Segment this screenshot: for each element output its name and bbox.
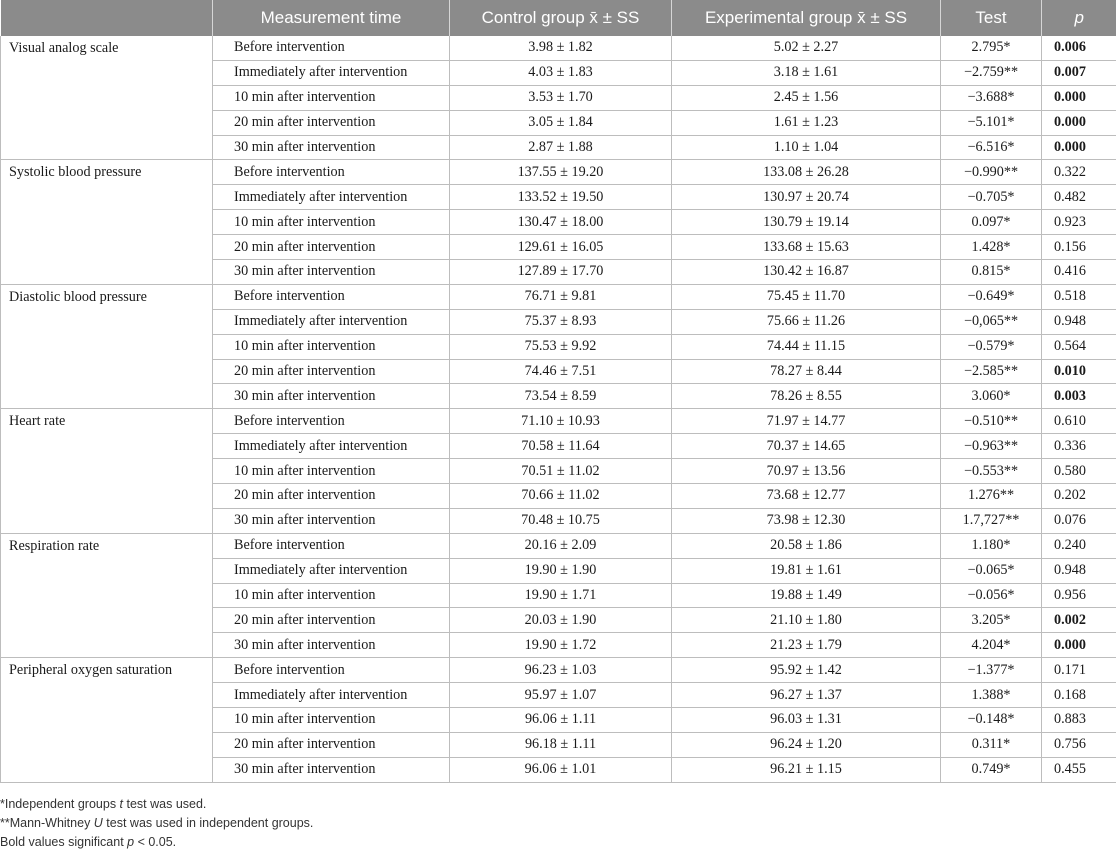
cell-p-value: 0.202 xyxy=(1042,484,1116,509)
cell-test-statistic: −5.101* xyxy=(941,110,1042,135)
footnote-mann-whitney: **Mann-Whitney U test was used in independent groups. xyxy=(0,816,314,830)
cell-p-value: 0.482 xyxy=(1042,185,1116,210)
cell-control-value: 73.54 ± 8.59 xyxy=(450,384,672,409)
cell-test-statistic: −1.377* xyxy=(941,658,1042,683)
cell-test-statistic: 1.428* xyxy=(941,235,1042,260)
cell-experimental-value: 130.97 ± 20.74 xyxy=(672,185,941,210)
cell-p-value: 0.518 xyxy=(1042,284,1116,309)
cell-test-statistic: −0.553** xyxy=(941,459,1042,484)
cell-measurement-time: Immediately after intervention xyxy=(213,683,450,708)
cell-p-value: 0.416 xyxy=(1042,260,1116,285)
cell-measurement-time: Immediately after intervention xyxy=(213,309,450,334)
cell-control-value: 127.89 ± 17.70 xyxy=(450,260,672,285)
cell-p-value: 0.156 xyxy=(1042,235,1116,260)
cell-experimental-value: 21.23 ± 1.79 xyxy=(672,633,941,658)
cell-control-value: 4.03 ± 1.83 xyxy=(450,60,672,85)
cell-measurement-time: 10 min after intervention xyxy=(213,85,450,110)
cell-experimental-value: 75.45 ± 11.70 xyxy=(672,284,941,309)
cell-test-statistic: −0,065** xyxy=(941,309,1042,334)
cell-variable-name: Heart rate xyxy=(1,409,213,533)
cell-variable-name: Peripheral oxygen saturation xyxy=(1,658,213,782)
cell-measurement-time: Before intervention xyxy=(213,160,450,185)
table-header xyxy=(1,0,1116,36)
cell-p-value: 0.956 xyxy=(1042,583,1116,608)
cell-experimental-value: 3.18 ± 1.61 xyxy=(672,60,941,85)
cell-test-statistic: −0.510** xyxy=(941,409,1042,434)
cell-control-value: 96.06 ± 1.01 xyxy=(450,757,672,782)
table-row xyxy=(1,284,1116,309)
cell-control-value: 137.55 ± 19.20 xyxy=(450,160,672,185)
cell-test-statistic: 0.815* xyxy=(941,260,1042,285)
cell-control-value: 19.90 ± 1.71 xyxy=(450,583,672,608)
cell-test-statistic: −0.990** xyxy=(941,160,1042,185)
cell-measurement-time: 10 min after intervention xyxy=(213,708,450,733)
cell-experimental-value: 96.21 ± 1.15 xyxy=(672,757,941,782)
cell-measurement-time: 20 min after intervention xyxy=(213,484,450,509)
header-cell-control-group: Control group x̄ ± SS xyxy=(450,0,672,36)
header-row xyxy=(1,0,1116,36)
cell-measurement-time: 30 min after intervention xyxy=(213,757,450,782)
cell-measurement-time: 20 min after intervention xyxy=(213,110,450,135)
cell-experimental-value: 78.27 ± 8.44 xyxy=(672,359,941,384)
cell-test-statistic: 3.205* xyxy=(941,608,1042,633)
header-cell-measurement-time: Measurement time xyxy=(213,0,450,36)
cell-p-value: 0.455 xyxy=(1042,757,1116,782)
cell-control-value: 70.58 ± 11.64 xyxy=(450,434,672,459)
cell-p-value: 0.948 xyxy=(1042,309,1116,334)
cell-measurement-time: Immediately after intervention xyxy=(213,434,450,459)
cell-experimental-value: 19.88 ± 1.49 xyxy=(672,583,941,608)
table-row xyxy=(1,658,1116,683)
cell-measurement-time: Before intervention xyxy=(213,284,450,309)
cell-experimental-value: 20.58 ± 1.86 xyxy=(672,533,941,558)
cell-measurement-time: Immediately after intervention xyxy=(213,60,450,85)
cell-p-value: 0.564 xyxy=(1042,334,1116,359)
cell-p-value: 0.580 xyxy=(1042,459,1116,484)
cell-variable-name: Systolic blood pressure xyxy=(1,160,213,284)
table-row xyxy=(1,533,1116,558)
cell-measurement-time: 10 min after intervention xyxy=(213,583,450,608)
cell-p-value: 0.007 xyxy=(1042,60,1116,85)
cell-test-statistic: −0.649* xyxy=(941,284,1042,309)
cell-measurement-time: 20 min after intervention xyxy=(213,732,450,757)
cell-control-value: 19.90 ± 1.90 xyxy=(450,558,672,583)
cell-measurement-time: Before intervention xyxy=(213,36,450,60)
cell-p-value: 0.883 xyxy=(1042,708,1116,733)
cell-control-value: 129.61 ± 16.05 xyxy=(450,235,672,260)
cell-experimental-value: 21.10 ± 1.80 xyxy=(672,608,941,633)
cell-p-value: 0.322 xyxy=(1042,160,1116,185)
cell-control-value: 71.10 ± 10.93 xyxy=(450,409,672,434)
cell-measurement-time: 20 min after intervention xyxy=(213,359,450,384)
header-cell-experimental-group: Experimental group x̄ ± SS xyxy=(672,0,941,36)
cell-p-value: 0.240 xyxy=(1042,533,1116,558)
cell-p-value: 0.756 xyxy=(1042,732,1116,757)
cell-measurement-time: 10 min after intervention xyxy=(213,210,450,235)
cell-experimental-value: 133.08 ± 26.28 xyxy=(672,160,941,185)
cell-p-value: 0.171 xyxy=(1042,658,1116,683)
cell-experimental-value: 96.03 ± 1.31 xyxy=(672,708,941,733)
cell-measurement-time: Before intervention xyxy=(213,533,450,558)
cell-experimental-value: 78.26 ± 8.55 xyxy=(672,384,941,409)
cell-measurement-time: Before intervention xyxy=(213,658,450,683)
cell-test-statistic: 1.7,727** xyxy=(941,508,1042,533)
cell-p-value: 0.000 xyxy=(1042,110,1116,135)
cell-control-value: 95.97 ± 1.07 xyxy=(450,683,672,708)
cell-p-value: 0.923 xyxy=(1042,210,1116,235)
cell-control-value: 75.37 ± 8.93 xyxy=(450,309,672,334)
cell-p-value: 0.610 xyxy=(1042,409,1116,434)
cell-test-statistic: 3.060* xyxy=(941,384,1042,409)
cell-experimental-value: 70.97 ± 13.56 xyxy=(672,459,941,484)
cell-p-value: 0.076 xyxy=(1042,508,1116,533)
cell-test-statistic: 1.388* xyxy=(941,683,1042,708)
cell-experimental-value: 70.37 ± 14.65 xyxy=(672,434,941,459)
cell-experimental-value: 130.42 ± 16.87 xyxy=(672,260,941,285)
cell-p-value: 0.000 xyxy=(1042,135,1116,160)
cell-measurement-time: 30 min after intervention xyxy=(213,384,450,409)
cell-test-statistic: −0.056* xyxy=(941,583,1042,608)
cell-control-value: 19.90 ± 1.72 xyxy=(450,633,672,658)
cell-control-value: 96.06 ± 1.11 xyxy=(450,708,672,733)
cell-test-statistic: −0.963** xyxy=(941,434,1042,459)
cell-p-value: 0.006 xyxy=(1042,36,1116,60)
cell-test-statistic: 1.276** xyxy=(941,484,1042,509)
cell-test-statistic: −0.148* xyxy=(941,708,1042,733)
cell-experimental-value: 73.98 ± 12.30 xyxy=(672,508,941,533)
cell-measurement-time: 20 min after intervention xyxy=(213,235,450,260)
cell-test-statistic: 0.749* xyxy=(941,757,1042,782)
cell-control-value: 96.18 ± 1.11 xyxy=(450,732,672,757)
cell-control-value: 2.87 ± 1.88 xyxy=(450,135,672,160)
cell-experimental-value: 2.45 ± 1.56 xyxy=(672,85,941,110)
table-row xyxy=(1,160,1116,185)
table-row xyxy=(1,409,1116,434)
cell-test-statistic: 2.795* xyxy=(941,36,1042,60)
cell-experimental-value: 95.92 ± 1.42 xyxy=(672,658,941,683)
cell-measurement-time: Before intervention xyxy=(213,409,450,434)
cell-measurement-time: 30 min after intervention xyxy=(213,633,450,658)
cell-measurement-time: 30 min after intervention xyxy=(213,135,450,160)
cell-control-value: 96.23 ± 1.03 xyxy=(450,658,672,683)
cell-p-value: 0.003 xyxy=(1042,384,1116,409)
cell-experimental-value: 96.24 ± 1.20 xyxy=(672,732,941,757)
cell-control-value: 75.53 ± 9.92 xyxy=(450,334,672,359)
cell-p-value: 0.010 xyxy=(1042,359,1116,384)
cell-test-statistic: 4.204* xyxy=(941,633,1042,658)
cell-experimental-value: 19.81 ± 1.61 xyxy=(672,558,941,583)
cell-variable-name: Visual analog scale xyxy=(1,36,213,160)
cell-control-value: 20.16 ± 2.09 xyxy=(450,533,672,558)
cell-test-statistic: −0.705* xyxy=(941,185,1042,210)
cell-control-value: 3.53 ± 1.70 xyxy=(450,85,672,110)
cell-experimental-value: 1.10 ± 1.04 xyxy=(672,135,941,160)
cell-test-statistic: 0.097* xyxy=(941,210,1042,235)
cell-test-statistic: −2.759** xyxy=(941,60,1042,85)
cell-experimental-value: 74.44 ± 11.15 xyxy=(672,334,941,359)
table-row xyxy=(1,36,1116,60)
cell-measurement-time: Immediately after intervention xyxy=(213,558,450,583)
cell-p-value: 0.000 xyxy=(1042,633,1116,658)
cell-experimental-value: 71.97 ± 14.77 xyxy=(672,409,941,434)
cell-measurement-time: 30 min after intervention xyxy=(213,260,450,285)
cell-test-statistic: −3.688* xyxy=(941,85,1042,110)
cell-test-statistic: −2.585** xyxy=(941,359,1042,384)
header-cell-variable xyxy=(1,0,213,36)
cell-p-value: 0.000 xyxy=(1042,85,1116,110)
cell-variable-name: Respiration rate xyxy=(1,533,213,657)
cell-experimental-value: 5.02 ± 2.27 xyxy=(672,36,941,60)
cell-experimental-value: 1.61 ± 1.23 xyxy=(672,110,941,135)
cell-control-value: 74.46 ± 7.51 xyxy=(450,359,672,384)
footnote-bold-values: Bold values significant p < 0.05. xyxy=(0,835,177,849)
cell-p-value: 0.336 xyxy=(1042,434,1116,459)
cell-test-statistic: −6.516* xyxy=(941,135,1042,160)
cell-control-value: 76.71 ± 9.81 xyxy=(450,284,672,309)
cell-measurement-time: 10 min after intervention xyxy=(213,459,450,484)
cell-experimental-value: 133.68 ± 15.63 xyxy=(672,235,941,260)
cell-test-statistic: −0.065* xyxy=(941,558,1042,583)
cell-measurement-time: 20 min after intervention xyxy=(213,608,450,633)
cell-control-value: 70.66 ± 11.02 xyxy=(450,484,672,509)
cell-experimental-value: 75.66 ± 11.26 xyxy=(672,309,941,334)
cell-test-statistic: 0.311* xyxy=(941,732,1042,757)
cell-test-statistic: 1.180* xyxy=(941,533,1042,558)
footnote-t-test: *Independent groups t test was used. xyxy=(0,797,207,811)
cell-variable-name: Diastolic blood pressure xyxy=(1,284,213,408)
cell-measurement-time: Immediately after intervention xyxy=(213,185,450,210)
header-cell-p-value: p xyxy=(1042,0,1116,36)
cell-measurement-time: 10 min after intervention xyxy=(213,334,450,359)
cell-measurement-time: 30 min after intervention xyxy=(213,508,450,533)
cell-control-value: 70.48 ± 10.75 xyxy=(450,508,672,533)
cell-p-value: 0.002 xyxy=(1042,608,1116,633)
cell-p-value: 0.948 xyxy=(1042,558,1116,583)
cell-p-value: 0.168 xyxy=(1042,683,1116,708)
cell-experimental-value: 73.68 ± 12.77 xyxy=(672,484,941,509)
cell-control-value: 70.51 ± 11.02 xyxy=(450,459,672,484)
cell-experimental-value: 130.79 ± 19.14 xyxy=(672,210,941,235)
cell-control-value: 3.98 ± 1.82 xyxy=(450,36,672,60)
cell-control-value: 133.52 ± 19.50 xyxy=(450,185,672,210)
table-body xyxy=(1,36,1116,782)
cell-test-statistic: −0.579* xyxy=(941,334,1042,359)
cell-experimental-value: 96.27 ± 1.37 xyxy=(672,683,941,708)
header-cell-test: Test xyxy=(941,0,1042,36)
cell-control-value: 20.03 ± 1.90 xyxy=(450,608,672,633)
table-footnotes xyxy=(0,795,313,852)
cell-control-value: 130.47 ± 18.00 xyxy=(450,210,672,235)
cell-control-value: 3.05 ± 1.84 xyxy=(450,110,672,135)
